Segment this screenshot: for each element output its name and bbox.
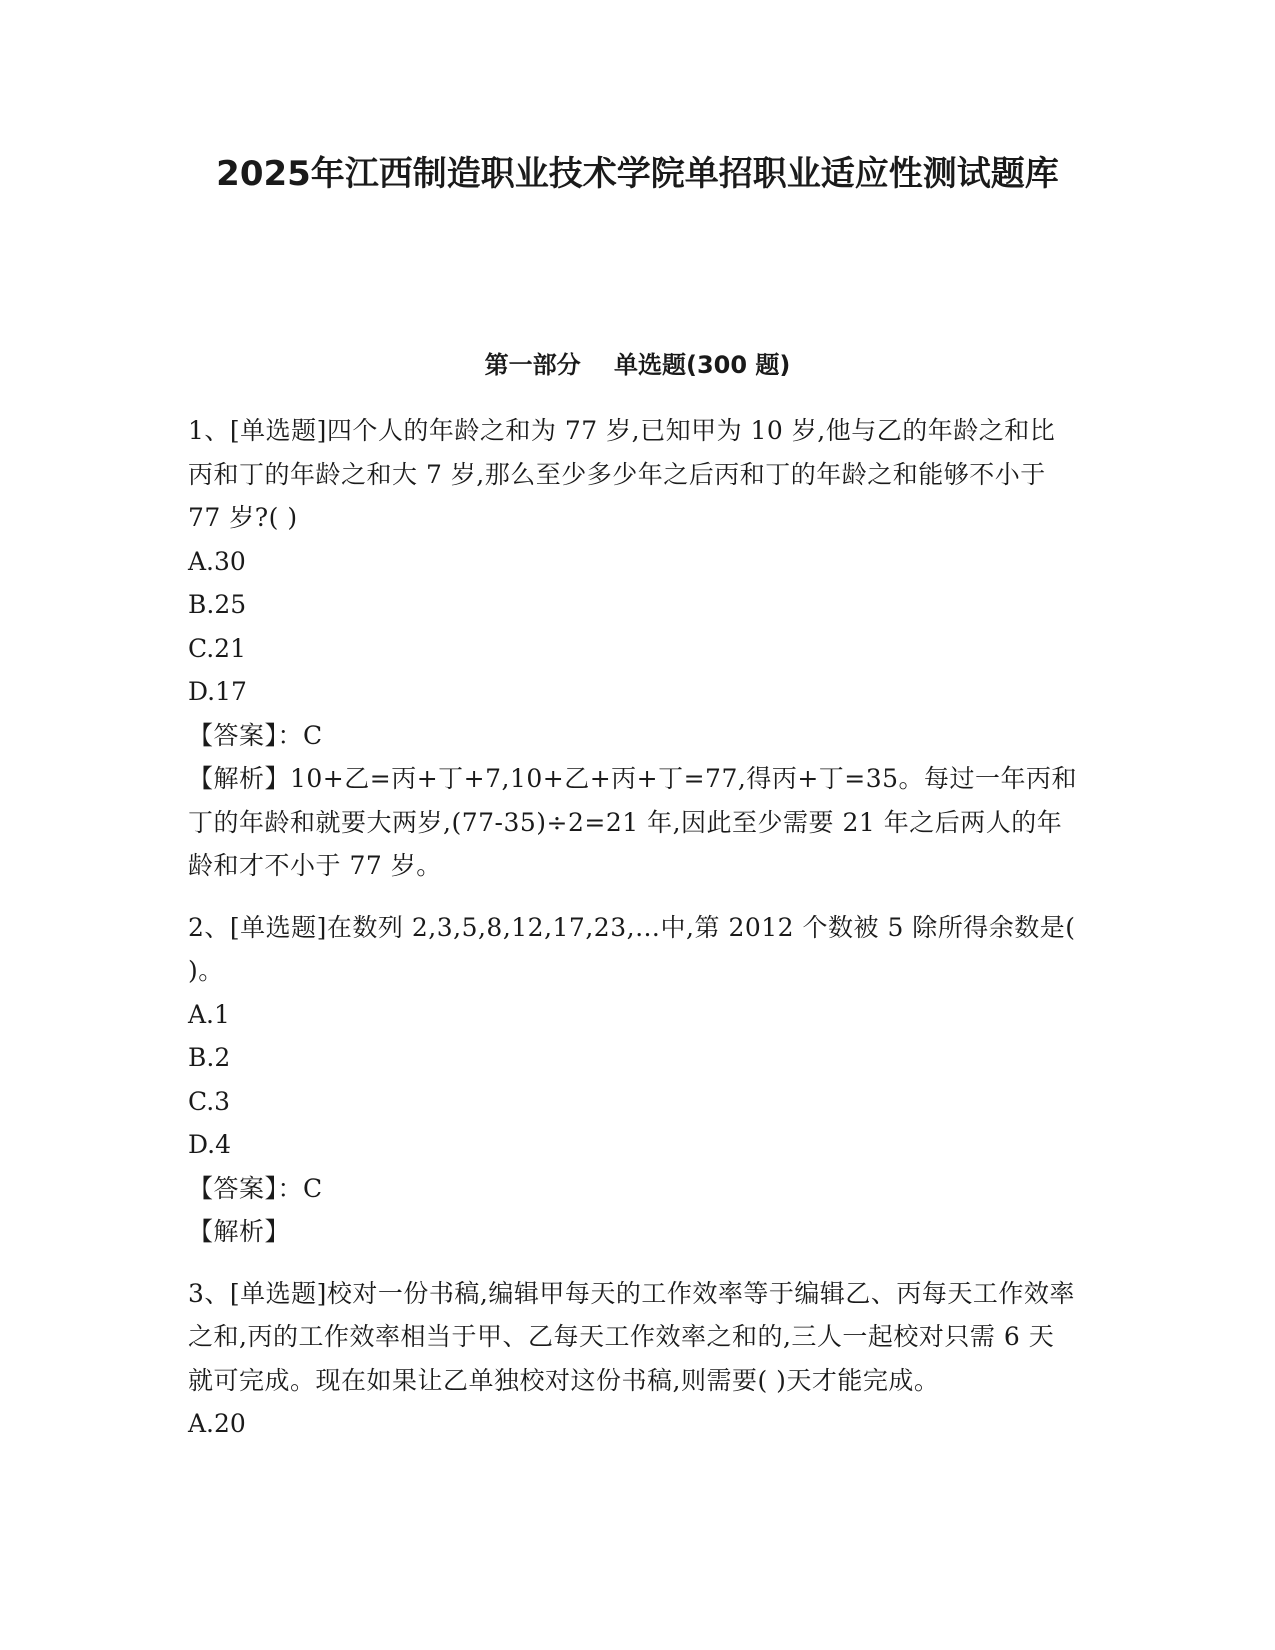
question-1 (188, 409, 1078, 888)
answer-line: 【答案】：C (188, 1173, 323, 1203)
question-2 (188, 906, 1078, 1254)
option-c: C.3 (188, 1086, 231, 1116)
question-list (188, 409, 1078, 1464)
analysis-text: 【解析】10+乙=丙+丁+7,10+乙+丙+丁=77,得丙+丁=35。每过一年丙和丁的年龄和就要大两岁,(77-35)÷2=21 年,因此至少需要 21 年之后两人的年龄和才不小于 77 岁。 (188, 764, 1078, 880)
answer-line: 【答案】：C (188, 720, 323, 750)
option-a: A.1 (188, 999, 230, 1029)
option-d: D.17 (188, 677, 247, 706)
analysis-text: 【解析】 (188, 1217, 291, 1246)
document-title: 2025年江西制造职业技术学院单招职业适应性测试题库 (216, 154, 1059, 194)
option-a: A.30 (188, 546, 246, 576)
question-3 (188, 1272, 1078, 1446)
option-b: B.25 (188, 590, 247, 619)
question-stem: 3、[单选题]校对一份书稿,编辑甲每天的工作效率等于编辑乙、丙每天工作效率之和,丙的工作效率相当于甲、乙每天工作效率之和的,三人一起校对只需 6 天就可完成。现在如果让乙单独校对这份书稿,则需要( )天才能完成。 (188, 1278, 1075, 1395)
question-stem: 1、[单选题]四个人的年龄之和为 77 岁,已知甲为 10 岁,他与乙的年龄之和比丙和丁的年龄之和大 7 岁,那么至少多少年之后丙和丁的年龄之和能够不小于 77 岁?( ) (188, 416, 1056, 532)
question-stem: 2、[单选题]在数列 2,3,5,8,12,17,23,…中,第 2012 个数被 5 除所得余数是( )。 (188, 912, 1076, 985)
option-a: A.20 (188, 1409, 246, 1438)
option-b: B.2 (188, 1043, 231, 1072)
option-c: C.21 (188, 633, 246, 663)
option-d: D.4 (188, 1130, 232, 1159)
section-title: 第一部分 单选题(300 题) (484, 351, 791, 379)
